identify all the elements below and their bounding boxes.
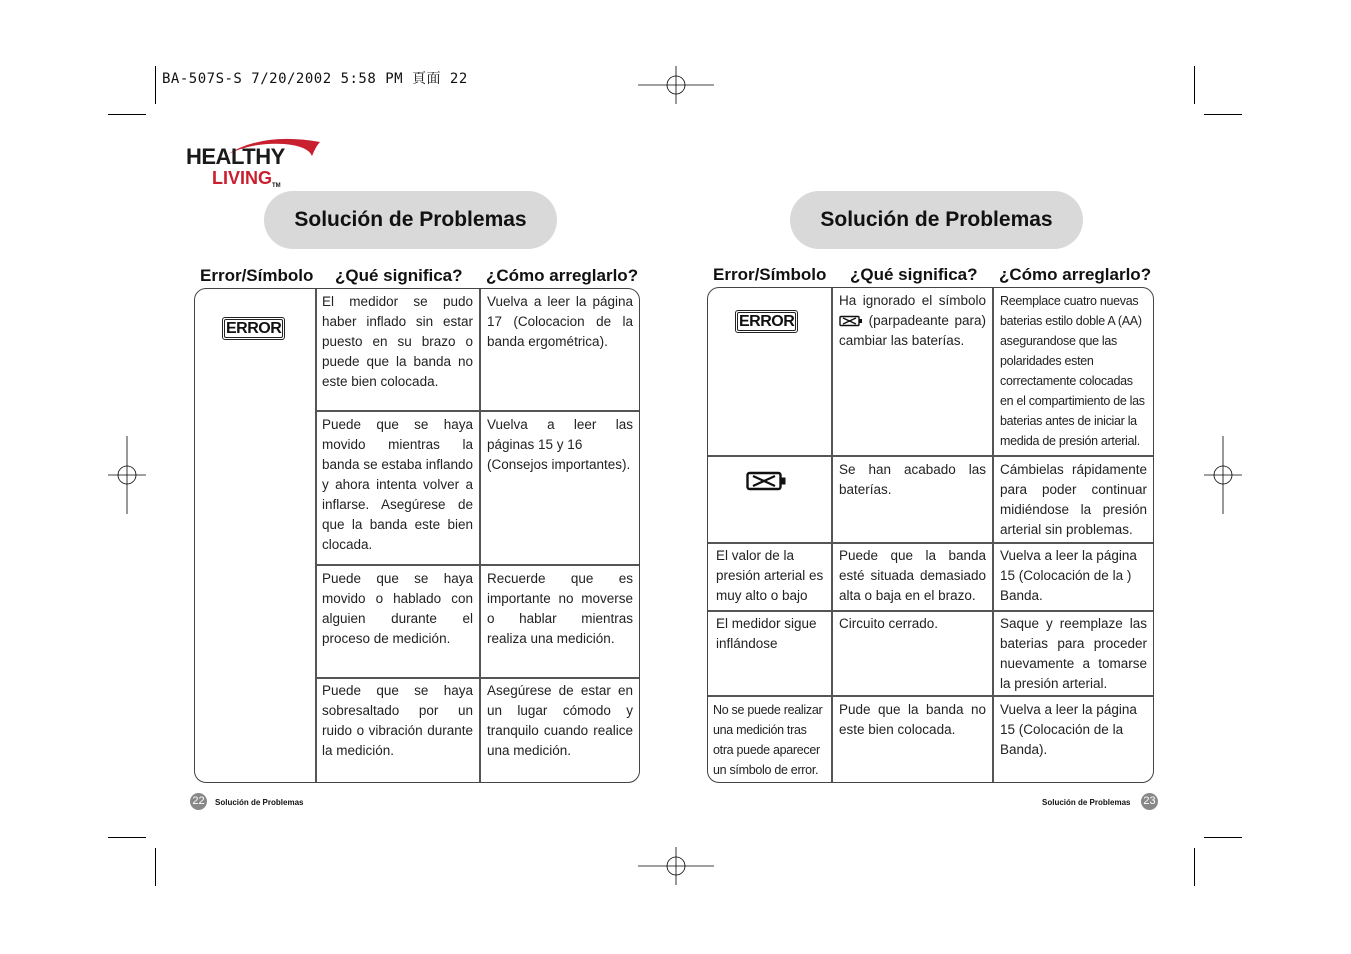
footer-label: Solución de Problemas (1042, 798, 1131, 807)
footer-label: Solución de Problemas (215, 798, 304, 807)
header-fix: ¿Cómo arreglarlo? (999, 265, 1152, 284)
page-title: Solución de Problemas (790, 191, 1083, 249)
page-title: Solución de Problemas (264, 191, 557, 249)
table-cell-meaning: Puede que se haya movido o hablado con alguien durante el proceso de medición. (322, 571, 473, 646)
error-symbol: ERROR (735, 310, 798, 333)
table-cell-meaning: Se han acabado las baterías. (839, 462, 986, 497)
table-cell-meaning: Puede que se haya movido mientras la banda se estaba inflando y ahora intenta volver a inflarse. Asegúrese de que la banda este bien clocada. (322, 417, 473, 552)
error-symbol: ERROR (222, 317, 285, 340)
battery-icon (839, 315, 863, 327)
troubleshooting-table-right (707, 287, 1154, 783)
table-cell-fix: Cámbielas rápidamente para poder continuar midiéndose la presión arterial sin problemas. (1000, 462, 1147, 537)
table-cell-fix: Saque y reemplaze las baterias para proceder nuevamente a tomarse la presión arterial. (1000, 616, 1147, 691)
table-cell-fix: Vuelva a leer la página 15 (Colocación de la ) Banda. (1000, 548, 1137, 603)
header-error-symbol: Error/Símbolo (713, 265, 827, 284)
page-number: 23 (1141, 793, 1158, 810)
table-cell-fix: Reemplace cuatro nuevas baterias estilo doble A (AA) asegurandose que las polaridades esten correctamente colocadas en el compartimiento de las baterias antes de iniciar la medida de presión arterial. (1000, 294, 1145, 448)
logo-healthy: HEALTHY (186, 144, 285, 169)
table-cell-fix: Asegúrese de estar en un lugar cómodo y tranquilo cuando realice una medición. (487, 683, 633, 758)
table-cell-fix: Recuerde que es importante no moverse o hablar mientras realiza una medición. (487, 571, 633, 646)
table-cell-meaning: Circuito cerrado. (839, 616, 939, 631)
registration-mark-icon (1204, 436, 1242, 514)
table-cell-meaning: El medidor se pudo haber inflado sin estar puesto en su brazo o puede que la banda no este bien colocada. (322, 294, 473, 389)
header-meaning: ¿Qué significa? (335, 266, 463, 285)
registration-mark-icon (638, 66, 714, 104)
registration-mark-icon (108, 436, 146, 514)
table-cell-fix: Vuelva a leer la página 17 (Colocacion de la banda ergométrica). (487, 294, 633, 349)
print-header: BA-507S-S 7/20/2002 5:58 PM 頁面 22 (162, 71, 468, 87)
registration-mark-icon (638, 847, 714, 885)
table-cell-meaning: Ha ignorado el símbolo (parpadeante para) cambiar las baterías. (839, 293, 986, 348)
header-error-symbol: Error/Símbolo (200, 266, 314, 285)
header-meaning: ¿Qué significa? (850, 265, 978, 284)
logo-living: LIVINGTM (212, 168, 281, 189)
table-cell-symbol: El medidor sigue inflándose (716, 616, 817, 651)
table-cell-fix: Vuelva a leer las páginas 15 y 16 (Consejos importantes). (487, 417, 633, 472)
page-number: 22 (190, 793, 207, 810)
table-cell-meaning: Puede que la banda esté situada demasiado alta o baja en el brazo. (839, 548, 986, 603)
battery-icon (746, 471, 788, 491)
table-cell-fix: Vuelva a leer la página 15 (Colocación de la Banda). (1000, 702, 1137, 757)
table-cell-symbol: El valor de la presión arterial es muy alto o bajo (716, 548, 824, 603)
table-cell-meaning: Pude que la banda no este bien colocada. (839, 702, 986, 737)
troubleshooting-table-left (194, 288, 640, 783)
healthy-living-logo (186, 134, 326, 190)
header-fix: ¿Cómo arreglarlo? (486, 266, 639, 285)
table-cell-symbol: No se puede realizar una medición tras otra puede aparecer un símbolo de error. (713, 703, 823, 777)
table-cell-meaning: Puede que se haya sobresaltado por un ruido o vibración durante la medición. (322, 683, 473, 758)
